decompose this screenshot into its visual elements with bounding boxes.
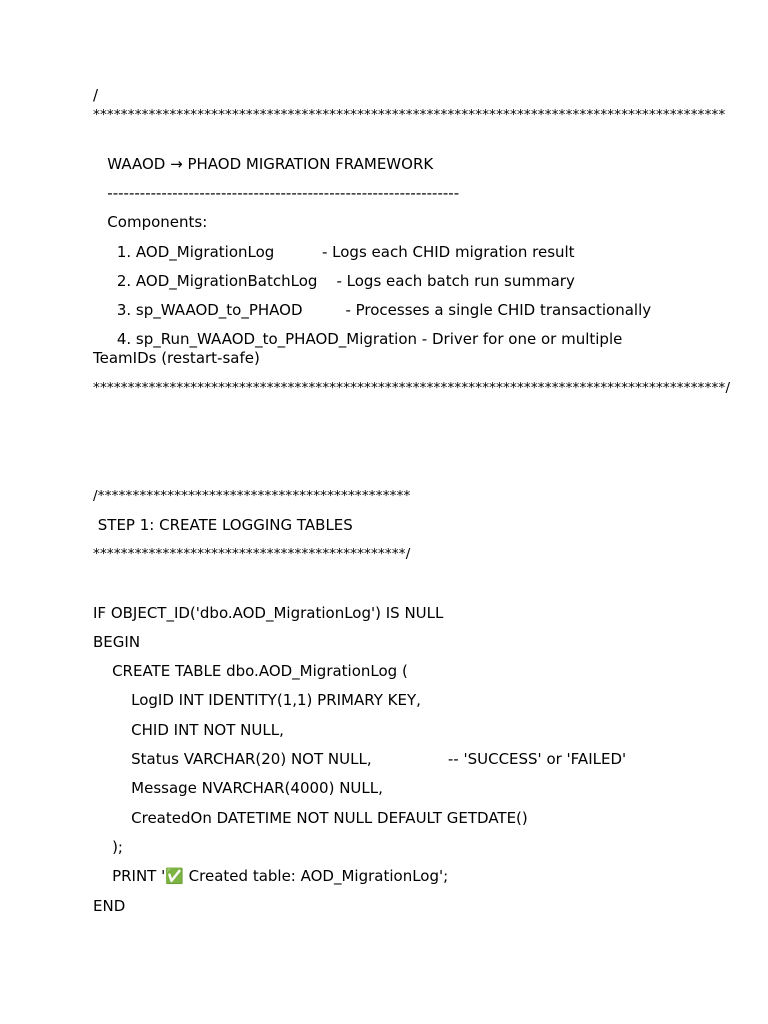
code-line-close-paren: );	[93, 838, 123, 856]
header-asterisk-border-bottom: *******************************************************************************************/	[93, 380, 731, 396]
code-line-status: Status VARCHAR(20) NOT NULL, -- 'SUCCESS' or 'FAILED'	[93, 750, 627, 768]
component-item-2: 2. AOD_MigrationBatchLog - Logs each batch run summary	[93, 272, 575, 290]
code-line-if: IF OBJECT_ID('dbo.AOD_MigrationLog') IS NULL	[93, 604, 444, 622]
components-heading: Components:	[93, 213, 208, 231]
step-comment-close: *********************************************/	[93, 546, 411, 562]
comment-open-slash: /	[93, 86, 99, 104]
component-item-4: 4. sp_Run_WAAOD_to_PHAOD_Migration - Driver for one or multiple TeamIDs (restart-safe)	[93, 330, 628, 367]
code-line-message: Message NVARCHAR(4000) NULL,	[93, 779, 383, 797]
code-line-logid: LogID INT IDENTITY(1,1) PRIMARY KEY,	[93, 691, 421, 709]
step-comment-open: /*********************************************	[93, 488, 411, 504]
code-line-createdon: CreatedOn DATETIME NOT NULL DEFAULT GETDATE()	[93, 809, 528, 827]
framework-title: WAAOD → PHAOD MIGRATION FRAMEWORK	[93, 155, 434, 173]
component-item-3: 3. sp_WAAOD_to_PHAOD - Processes a single CHID transactionally	[93, 301, 652, 319]
header-asterisk-border-top: *******************************************************************************************	[93, 107, 726, 123]
step-1-heading: STEP 1: CREATE LOGGING TABLES	[93, 516, 353, 534]
code-line-chid: CHID INT NOT NULL,	[93, 721, 284, 739]
component-item-1: 1. AOD_MigrationLog - Logs each CHID migration result	[93, 243, 575, 261]
title-divider: -----------------------------------------------------------------	[93, 184, 460, 202]
code-line-create-table: CREATE TABLE dbo.AOD_MigrationLog (	[93, 662, 408, 680]
code-line-end: END	[93, 897, 126, 915]
code-line-print: PRINT '✅ Created table: AOD_MigrationLog';	[93, 867, 449, 885]
code-line-begin: BEGIN	[93, 633, 141, 651]
